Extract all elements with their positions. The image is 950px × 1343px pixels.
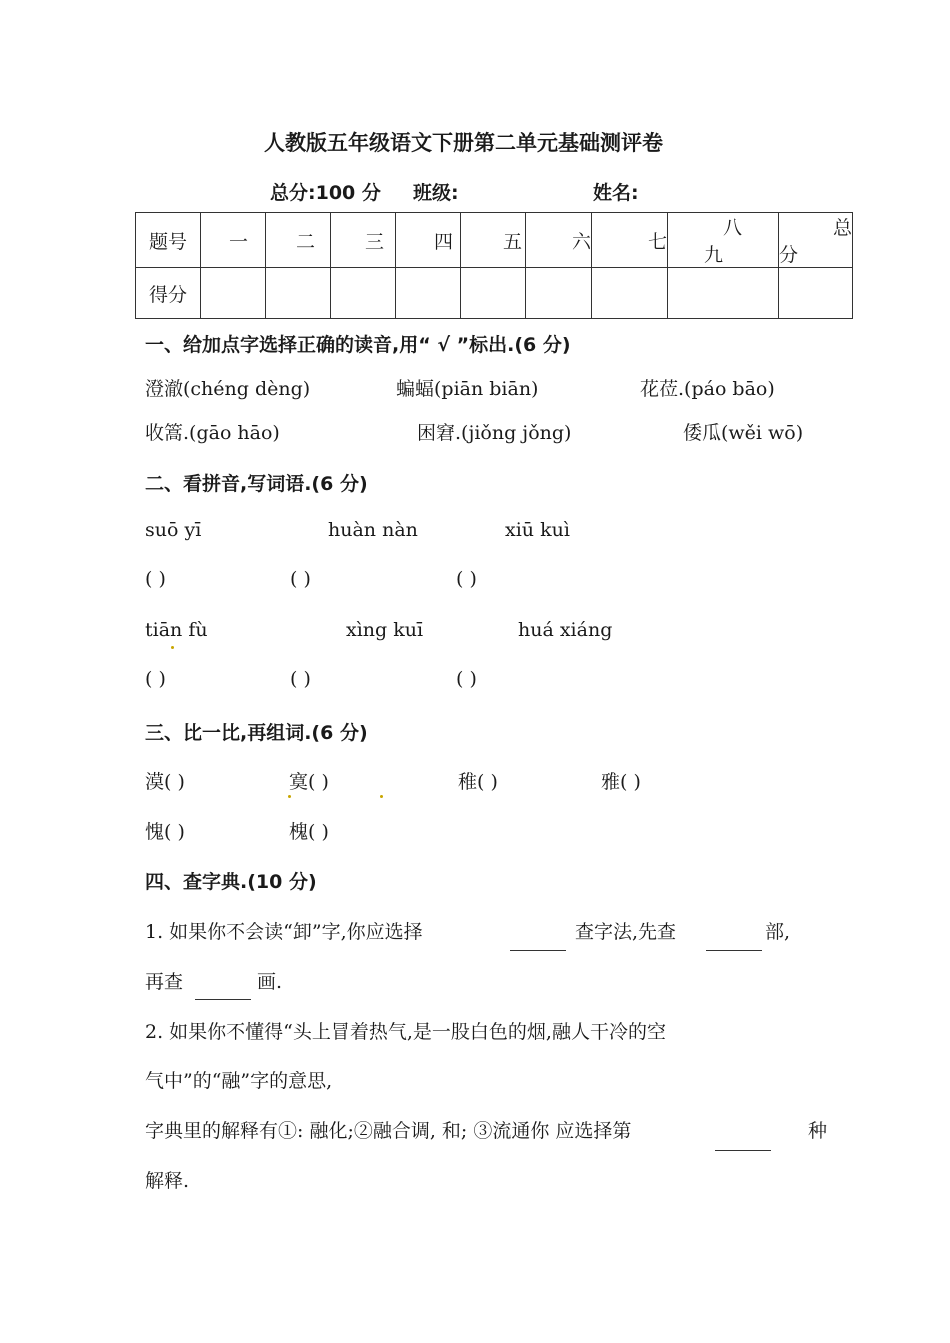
answer-paren-text: ( ): [456, 568, 477, 590]
table-col-label: 七: [648, 230, 668, 253]
s1-item: 倭瓜(wěi wō): [683, 422, 804, 444]
answer-paren-text: ( ): [290, 568, 311, 590]
table-col-label: 八: [723, 217, 743, 239]
table-col-label: 三: [365, 230, 385, 253]
answer-blank[interactable]: [706, 950, 762, 951]
s1-item: 蝙蝠(piān biān): [396, 378, 539, 400]
section-2-heading: 二、看拼音,写词语.(6 分): [145, 473, 368, 495]
answer-paren[interactable]: [145, 568, 166, 590]
table-col-3: [331, 213, 396, 268]
q2-text: 2. 如果你不懂得“头上冒着热气,是一股白色的烟,融人干冷的空: [145, 1021, 666, 1043]
table-col-label: 总分: [779, 217, 853, 266]
table-col-4: [396, 213, 461, 268]
answer-paren[interactable]: [145, 668, 166, 690]
s1-item: 花莅.(páo bāo): [640, 378, 775, 400]
class-label: 班级:: [413, 182, 459, 204]
table-header-label: 题号: [136, 213, 201, 268]
compare-item[interactable]: 愧( ): [145, 821, 185, 843]
answer-paren[interactable]: [456, 568, 477, 590]
q2-text: 气中”的“融”字的意思,: [145, 1070, 333, 1092]
q2-text: 种: [808, 1120, 828, 1142]
name-label: 姓名:: [593, 182, 639, 204]
score-cell[interactable]: [526, 268, 592, 319]
compare-item[interactable]: 稚( ): [458, 771, 498, 793]
score-cell[interactable]: [266, 268, 331, 319]
answer-blank[interactable]: [715, 1150, 771, 1151]
score-cell[interactable]: [461, 268, 526, 319]
q1-text: 查字法,先查: [575, 921, 677, 943]
score-cell[interactable]: [201, 268, 266, 319]
pinyin-item: xiū kuì: [505, 519, 570, 541]
pinyin-item: huá xiáng: [518, 619, 613, 641]
answer-paren[interactable]: [456, 668, 477, 690]
table-col-label: 九: [704, 244, 724, 266]
score-cell[interactable]: [331, 268, 396, 319]
pinyin-item: tiān fù: [145, 619, 208, 641]
answer-paren[interactable]: [290, 568, 311, 590]
s1-item: 收篙.(gāo hāo): [145, 422, 280, 444]
q1-text: 部,: [765, 921, 791, 943]
pinyin-item: xìng kuī: [346, 619, 424, 641]
emphasis-dot: [288, 795, 291, 798]
answer-paren-text: ( ): [290, 668, 311, 690]
compare-item[interactable]: 槐( ): [289, 821, 329, 843]
answer-paren-text: ( ): [456, 668, 477, 690]
compare-item[interactable]: 漠( ): [145, 771, 185, 793]
table-score-label: 得分: [136, 268, 201, 319]
table-col-8-9: [668, 213, 779, 268]
table-col-label: 五: [503, 230, 523, 253]
answer-blank[interactable]: [195, 999, 251, 1000]
section-4-heading: 四、查字典.(10 分): [145, 871, 317, 893]
page-title: 人教版五年级语文下册第二单元基础测评卷: [264, 131, 663, 155]
table-col-2: [266, 213, 331, 268]
emphasis-dot: [171, 646, 174, 649]
compare-item[interactable]: 雅( ): [601, 771, 641, 793]
s1-item: 困窘.(jiǒng jǒng): [417, 422, 572, 444]
table-col-label: 四: [434, 230, 454, 253]
table-header-row: [136, 213, 853, 268]
q2-text: 解释.: [145, 1170, 190, 1192]
q2-text: 字典里的解释有①: 融化;②融合调, 和; ③流通你 应选择第: [145, 1120, 632, 1142]
table-col-7: [592, 213, 668, 268]
emphasis-dot: [380, 795, 383, 798]
table-col-total: [779, 213, 853, 268]
q1-text: 再查: [145, 971, 184, 993]
score-cell[interactable]: [779, 268, 853, 319]
table-score-row: [136, 268, 853, 319]
table-col-1: [201, 213, 266, 268]
pinyin-item: suō yī: [145, 519, 202, 541]
score-cell[interactable]: [592, 268, 668, 319]
answer-blank[interactable]: [510, 950, 566, 951]
s1-item: 澄澈(chéng dèng): [145, 378, 311, 400]
section-1-heading: 一、给加点字选择正确的读音,用“ √ ”标出.(6 分): [145, 334, 571, 356]
score-table: [135, 212, 853, 319]
section-3-heading: 三、比一比,再组词.(6 分): [145, 722, 368, 744]
answer-paren-text: ( ): [145, 568, 166, 590]
table-col-label: 六: [572, 230, 592, 253]
table-col-5: [461, 213, 526, 268]
pinyin-item: huàn nàn: [328, 519, 418, 541]
table-col-6: [526, 213, 592, 268]
compare-item[interactable]: 寞( ): [289, 771, 329, 793]
q1-text: 1. 如果你不会读“卸”字,你应选择: [145, 921, 423, 943]
score-cell[interactable]: [396, 268, 461, 319]
total-score-label: 总分:100 分: [270, 182, 381, 204]
q1-text: 画.: [257, 971, 283, 993]
table-col-label: 一: [229, 230, 249, 253]
answer-paren[interactable]: [290, 668, 311, 690]
table-col-label: 二: [296, 230, 316, 253]
score-cell[interactable]: [668, 268, 779, 319]
answer-paren-text: ( ): [145, 668, 166, 690]
